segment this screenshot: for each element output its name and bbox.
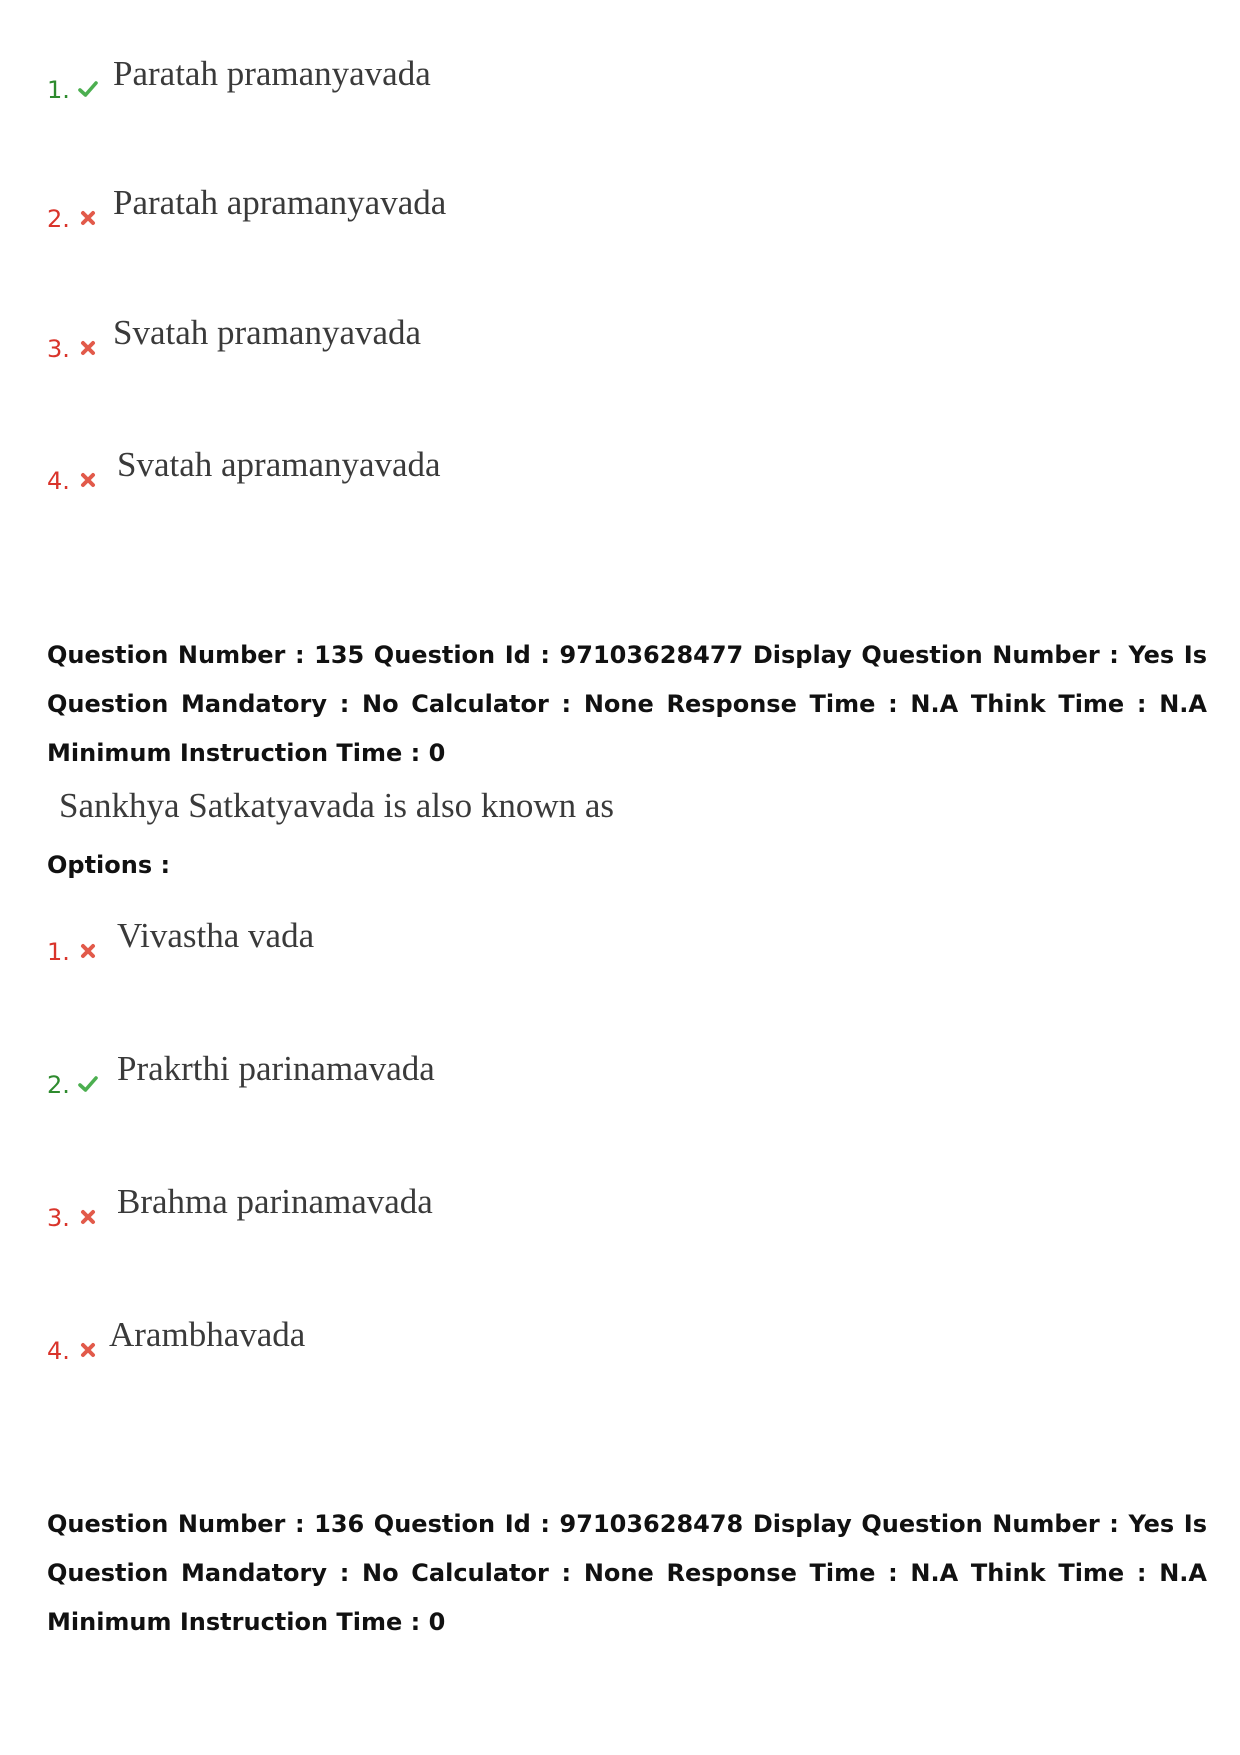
option-3 <box>47 1182 747 1230</box>
option-1 <box>47 916 747 964</box>
question-135-text: Sankhya Satkatyavada is also known as <box>59 786 615 825</box>
option-4 <box>47 445 747 493</box>
option-text: Svatah apramanyavada <box>117 445 441 484</box>
check-icon <box>77 78 99 100</box>
option-text: Arambhavada <box>109 1315 306 1354</box>
option-text: Paratah apramanyavada <box>113 183 447 222</box>
cross-icon <box>77 940 99 962</box>
option-number: 2. <box>47 205 70 233</box>
cross-icon <box>77 1339 99 1361</box>
option-text: Prakrthi parinamavada <box>117 1049 435 1088</box>
option-number: 1. <box>47 76 70 104</box>
option-text: Paratah pramanyavada <box>113 54 431 93</box>
options-label: Options : <box>47 851 171 879</box>
option-2 <box>47 183 747 231</box>
option-number: 4. <box>47 1337 70 1365</box>
cross-icon <box>77 337 99 359</box>
option-number: 3. <box>47 1204 70 1232</box>
check-icon <box>77 1073 99 1095</box>
cross-icon <box>77 1206 99 1228</box>
option-text: Svatah pramanyavada <box>113 313 422 352</box>
cross-icon <box>77 207 99 229</box>
option-text: Vivastha vada <box>117 916 315 955</box>
option-number: 4. <box>47 467 70 495</box>
option-text: Brahma parinamavada <box>117 1182 433 1221</box>
option-number: 3. <box>47 335 70 363</box>
question-135-meta: Question Number : 135 Question Id : 97103628477 Display Question Number : Yes Is Question Mandatory : No Calculator : None Response Time : N.A Think Time : N.A Minimum Instruction Time : 0 <box>47 641 1207 767</box>
option-number: 2. <box>47 1071 70 1099</box>
cross-icon <box>77 469 99 491</box>
option-1 <box>47 54 747 102</box>
question-136-meta: Question Number : 136 Question Id : 97103628478 Display Question Number : Yes Is Question Mandatory : No Calculator : None Response Time : N.A Think Time : N.A Minimum Instruction Time : 0 <box>47 1510 1207 1636</box>
option-2 <box>47 1049 747 1097</box>
option-4 <box>47 1315 747 1363</box>
option-number: 1. <box>47 938 70 966</box>
option-3 <box>47 313 747 361</box>
